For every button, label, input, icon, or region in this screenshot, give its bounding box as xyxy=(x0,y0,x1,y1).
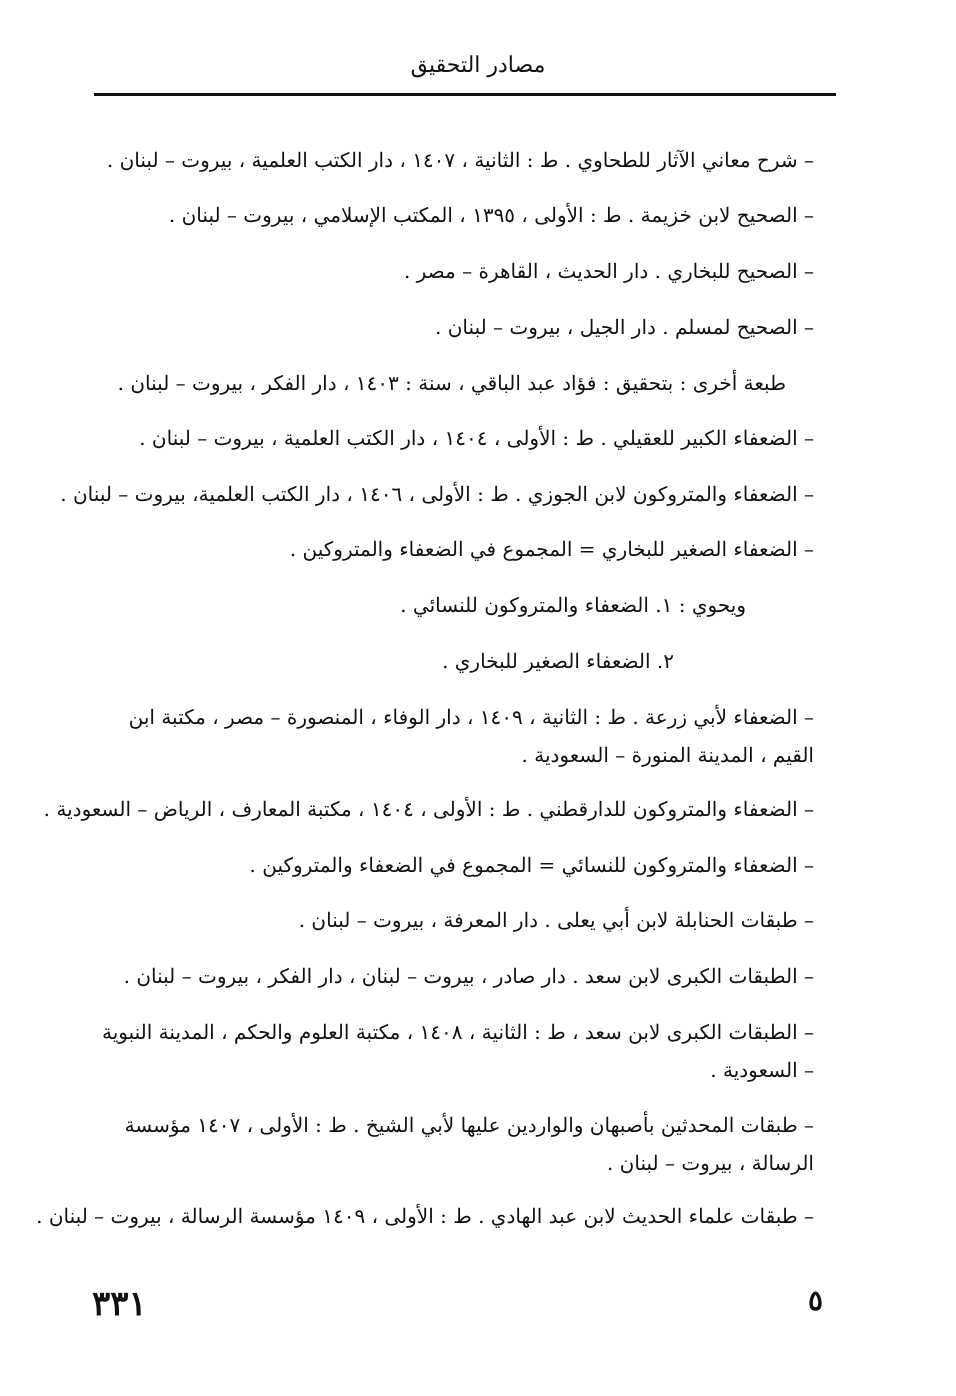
page-number: ٣٣١ xyxy=(92,1284,147,1324)
reference-subitem: ويحوي : ١. الضعفاء والمتروكون للنسائي . xyxy=(400,593,746,617)
page-header-title: مصادر التحقيق xyxy=(410,53,546,78)
reference-entry: – الضعفاء والمتروكون للدارقطني . ط : الأولى ، ١٤٠٤ ، مكتبة المعارف ، الرياض – السعودية . xyxy=(43,797,814,821)
reference-entry: – الضعفاء والمتروكون للنسائي = المجموع في الضعفاء والمتروكين . xyxy=(249,853,814,877)
reference-entry: – طبقات المحدثين بأصبهان والواردين عليها لأبي الشيخ . ط : الأولى ، ١٤٠٧ مؤسسة الرسالة ، بيروت – لبنان . xyxy=(124,1113,814,1175)
reference-subitem: ٢. الضعفاء الصغير للبخاري . xyxy=(442,649,674,673)
reference-entry: – الصحيح لمسلم . دار الجيل ، بيروت – لبنان . xyxy=(435,315,814,339)
reference-entry: – الضعفاء لأبي زرعة . ط : الثانية ، ١٤٠٩ ، دار الوفاء ، المنصورة – مصر ، مكتبة ابن القيم ، المدينة المنورة – السعودية . xyxy=(128,705,814,767)
reference-entry: – الصحيح للبخاري . دار الحديث ، القاهرة – مصر . xyxy=(403,259,814,283)
reference-entry: – الضعفاء والمتروكون لابن الجوزي . ط : الأولى ، ١٤٠٦ ، دار الكتب العلمية، بيروت – لبنان . xyxy=(60,482,814,506)
reference-entry: – الطبقات الكبرى لابن سعد ، ط : الثانية ، ١٤٠٨ ، مكتبة العلوم والحكم ، المدينة النبوية – السعودية . xyxy=(101,1020,814,1082)
reference-entry: – طبقات الحنابلة لابن أبي يعلى . دار المعرفة ، بيروت – لبنان . xyxy=(298,908,814,932)
reference-entry: – طبقات علماء الحديث لابن عبد الهادي . ط : الأولى ، ١٤٠٩ مؤسسة الرسالة ، بيروت – لبنان . xyxy=(36,1204,814,1228)
reference-entry: – شرح معاني الآثار للطحاوي . ط : الثانية ، ١٤٠٧ ، دار الكتب العلمية ، بيروت – لبنان . xyxy=(106,148,814,172)
reference-entry: – الضعفاء الكبير للعقيلي . ط : الأولى ، ١٤٠٤ ، دار الكتب العلمية ، بيروت – لبنان . xyxy=(139,426,814,450)
reference-entry: – الضعفاء الصغير للبخاري = المجموع في الضعفاء والمتروكين . xyxy=(289,537,814,561)
reference-entry: – الطبقات الكبرى لابن سعد . دار صادر ، بيروت – لبنان ، دار الفكر ، بيروت – لبنان . xyxy=(123,964,814,988)
header-divider xyxy=(94,93,836,96)
reference-entry: – الصحيح لابن خزيمة . ط : الأولى ، ١٣٩٥ ، المكتب الإسلامي ، بيروت – لبنان . xyxy=(168,203,814,227)
reference-entry-alt-edition: طبعة أخرى : بتحقيق : فؤاد عبد الباقي ، سنة : ١٤٠٣ ، دار الفكر ، بيروت – لبنان . xyxy=(117,371,786,395)
signature-mark: ٥ xyxy=(808,1284,824,1317)
